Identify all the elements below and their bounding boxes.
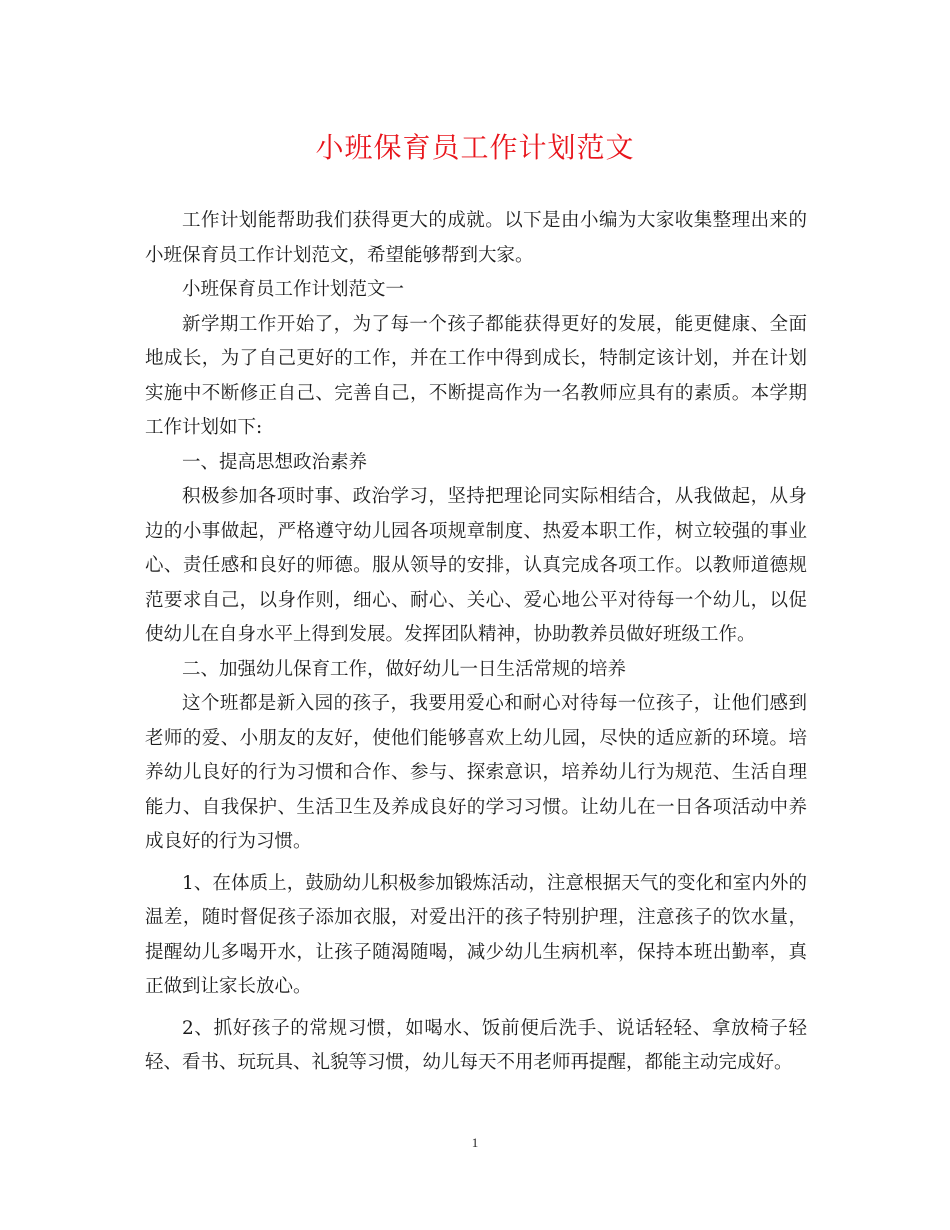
- numbered-paragraph: 2、抓好孩子的常规习惯，如喝水、饭前便后洗手、说话轻轻、拿放椅子轻轻、看书、玩玩具、礼貌等习惯，幼儿每天不用老师再提醒，都能主动完成好。: [145, 1017, 807, 1073]
- document-body: [145, 204, 807, 1081]
- document-title: 小班保育员工作计划范文: [315, 131, 635, 164]
- numbered-paragraph: 1、在体质上，鼓励幼儿积极参加锻炼活动，注意根据天气的变化和室内外的温差，随时督促孩子添加衣服，对爱出汗的孩子特别护理，注意孩子的饮水量，提醒幼儿多喝开水，让孩子随渴随喝，减少幼儿生病机率，保持本班出勤率，真正做到让家长放心。: [145, 872, 807, 997]
- body-paragraph: 积极参加各项时事、政治学习，坚持把理论同实际相结合，从我做起，从身边的小事做起，严格遵守幼儿园各项规章制度、热爱本职工作，树立较强的事业心、责任感和良好的师德。服从领导的安排，认真完成各项工作。以教师道德规范要求自己，以身作则，细心、耐心、关心、爱心地公平对待每一个幼儿，以促使幼儿在自身水平上得到发展。发挥团队精神，协助教养员做好班级工作。: [145, 486, 807, 645]
- section-heading-childcare: 二、加强幼儿保育工作，做好幼儿一日生活常规的培养: [182, 658, 627, 680]
- body-paragraph: 这个班都是新入园的孩子，我要用爱心和耐心对待每一位孩子，让他们感到老师的爱、小朋友的友好，使他们能够喜欢上幼儿园，尽快的适应新的环境。培养幼儿良好的行为习惯和合作、参与、探索意识，培养幼儿行为规范、生活自理能力、自我保护、生活卫生及养成良好的学习习惯。让幼儿在一日各项活动中养成良好的行为习惯。: [145, 693, 807, 852]
- section-heading-politics: 一、提高思想政治素养: [182, 451, 368, 473]
- intro-paragraph: 工作计划能帮助我们获得更大的成就。以下是由小编为大家收集整理出来的小班保育员工作计划范文，希望能够帮到大家。: [145, 210, 807, 266]
- section-heading-sample-one: 小班保育员工作计划范文一: [182, 279, 405, 300]
- body-paragraph: 新学期工作开始了，为了每一个孩子都能获得更好的发展，能更健康、全面地成长，为了自己更好的工作，并在工作中得到成长，特制定该计划，并在计划实施中不断修正自己、完善自己，不断提高作为一名教师应具有的素质。本学期工作计划如下:: [145, 313, 807, 438]
- page-number: 1: [471, 1135, 479, 1150]
